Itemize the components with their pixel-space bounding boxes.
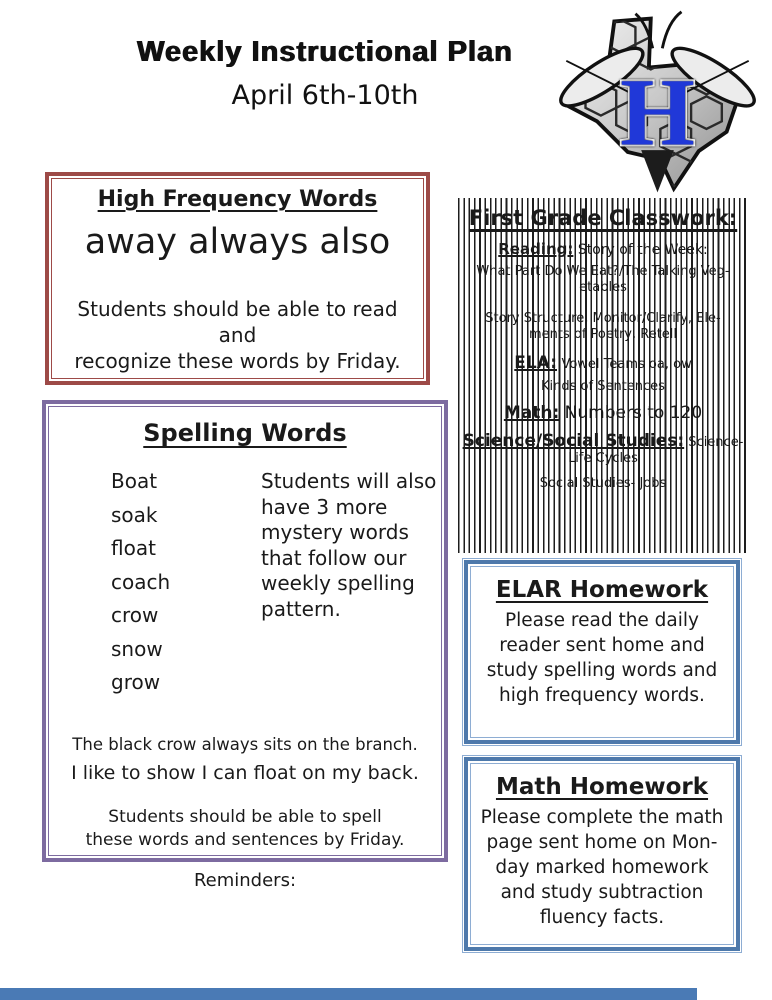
classwork-title: First Grade Classwork:	[468, 206, 738, 230]
elar-homework-line: reader sent home and	[499, 634, 705, 656]
classwork-reading-row	[458, 240, 748, 258]
elar-homework-line: high frequency words.	[499, 684, 705, 706]
reminders-label: Reminders:	[193, 870, 297, 891]
math-homework-frame	[464, 757, 740, 951]
classwork-skills-line2: ments of Poetry, Retell	[528, 326, 678, 342]
spelling-note	[49, 806, 441, 852]
classwork-science-line2: Life Cycles	[568, 451, 638, 467]
classwork-reading-text: Story of the Week:	[577, 242, 708, 258]
math-homework-line: and study subtraction	[500, 881, 704, 903]
classwork-story-line2: etables	[579, 280, 627, 296]
math-homework-line: Please complete the math	[480, 807, 724, 828]
high-frequency-note	[58, 296, 417, 374]
spelling-box-inner	[48, 406, 442, 856]
math-homework-inner	[470, 763, 734, 945]
high-frequency-note-line2: recognize these words by Friday.	[74, 349, 401, 373]
spelling-sentence-2: I like to show I can float on my back.	[71, 762, 419, 784]
elar-homework-body	[477, 609, 727, 709]
math-homework-line: day marked homework	[495, 856, 709, 878]
classwork-ela-line2: Kinds of Sentences	[541, 379, 665, 394]
classwork-science-line3: Social Studies- Jobs	[539, 475, 667, 491]
math-homework-title: Math Homework	[495, 774, 709, 800]
elar-homework-box	[462, 558, 742, 746]
logo-letter-h: H	[620, 58, 695, 166]
classwork-science-row	[458, 431, 748, 451]
high-frequency-box-inner	[51, 178, 424, 379]
classwork-spacer	[458, 297, 748, 305]
elar-homework-title: ELAR Homework	[495, 577, 709, 603]
elar-homework-inner	[470, 566, 734, 738]
elar-homework-line: study spelling words and	[486, 659, 718, 681]
classwork-panel	[458, 198, 748, 553]
page-date: April 6th-10th	[231, 80, 419, 111]
spelling-box	[42, 400, 448, 862]
classwork-spacer	[458, 468, 748, 476]
spelling-word: coach	[111, 569, 171, 594]
spelling-word: float	[111, 536, 156, 560]
math-homework-box	[462, 755, 742, 953]
high-frequency-box	[45, 172, 430, 385]
classwork-science-text: Science-	[688, 435, 744, 451]
high-frequency-words: away always also	[84, 222, 391, 262]
spelling-word: Boat	[111, 469, 158, 493]
high-frequency-title: High Frequency Words	[97, 187, 378, 212]
classwork-ela-text: Vowel Teams oa, ow	[561, 357, 692, 372]
page-title: Weekly Instructional Plan	[137, 36, 513, 68]
high-frequency-note-line1: Students should be able to read and	[77, 297, 398, 347]
math-homework-body	[477, 806, 727, 931]
classwork-math-text: Numbers to 120	[564, 403, 703, 424]
classwork-ela-row	[458, 353, 748, 373]
spelling-word: soak	[111, 502, 158, 527]
classwork-ela-label: ELA:	[514, 353, 557, 373]
math-homework-line: page sent home on Mon-	[486, 831, 718, 853]
classwork-math-label: Math:	[503, 403, 560, 424]
classwork-skills-line1: Story Structure, Monitor/Clarify, Ele-	[485, 310, 721, 326]
spelling-mystery-note: Students will also have 3 more mystery words that follow our weekly spelling pattern.	[261, 469, 437, 621]
spelling-note-line1: Students should be able to spell	[108, 807, 382, 827]
elar-homework-frame	[464, 560, 740, 744]
spelling-word: crow	[111, 603, 159, 627]
classwork-math-row	[458, 403, 748, 423]
footer-bar	[0, 988, 697, 1000]
spelling-note-line2: these words and sentences by Friday.	[85, 829, 405, 850]
elar-homework-line: Please read the daily	[504, 610, 699, 631]
spelling-word-list	[111, 465, 170, 700]
classwork-science-label: Science/Social Studies:	[462, 431, 685, 452]
spelling-columns	[49, 447, 441, 727]
school-logo	[545, 8, 770, 200]
spelling-word: snow	[111, 636, 163, 661]
spelling-word: grow	[111, 670, 161, 694]
spelling-title: Spelling Words	[143, 419, 347, 447]
classwork-story-line1: What Part Do We Eat?/The Talking Veg-	[476, 264, 730, 279]
math-homework-line: fluency facts.	[539, 906, 665, 928]
classwork-reading-label: Reading:	[498, 240, 574, 258]
spelling-sentence-1: The black crow always sits on the branch.	[72, 735, 418, 754]
